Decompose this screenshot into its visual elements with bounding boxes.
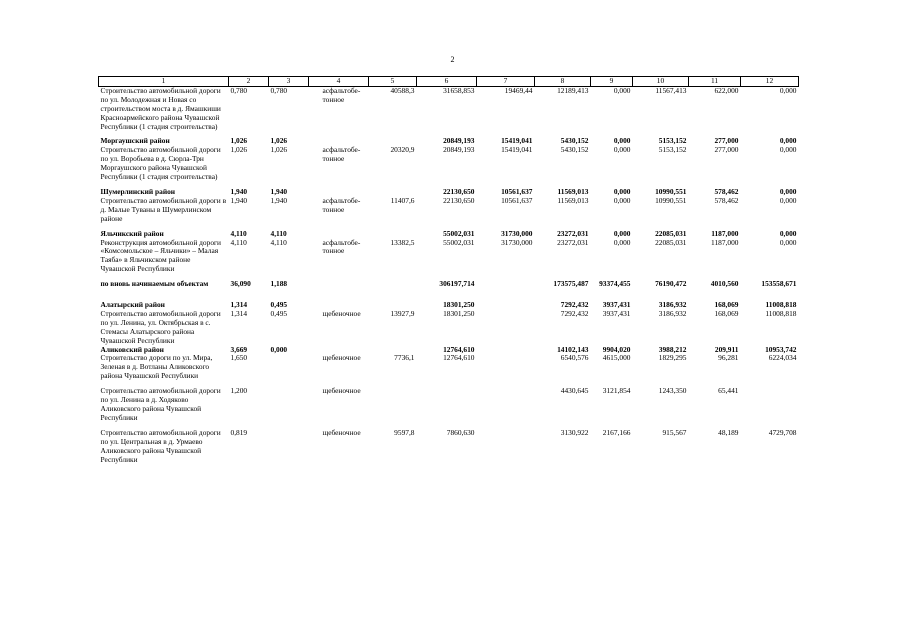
table-cell [269,354,309,381]
table-cell [741,387,799,423]
table-cell: 173575,487 [553,279,589,289]
table-cell: 31730,000 [501,237,533,247]
table-cell: 1,940 [270,186,288,196]
table-cell: 7292,432 [560,300,589,310]
column-header: 6 [417,77,477,87]
table-row [99,310,799,346]
row-label: Алатырский район [100,300,165,310]
table-cell: 578,462 [714,195,739,205]
table-cell: 20320,9 [390,145,415,155]
table-cell: 9597,8 [394,427,415,437]
table-cell: 11569,013 [557,186,589,196]
table-cell: 0,000 [613,136,631,146]
table-cell: 12764,610 [443,353,475,363]
row-label: Строительство автомобильной дороги по ул. Воробьева в д. Сюрла-Трн Моргаушского района Чувашской Республики (1 стадия строительства) [100,145,221,182]
table-cell: 4,110 [230,228,247,238]
table-cell: 0,780 [230,85,248,95]
table-cell: 622,000 [714,85,739,95]
table-cell: 65,441 [718,386,739,396]
table-cell: 10990,551 [655,186,687,196]
table-cell: 4430,645 [560,386,589,396]
table-cell [477,429,535,465]
table-cell: 0,000 [779,145,797,155]
table-cell [309,280,369,289]
table-cell: 306197,714 [439,279,475,289]
table-cell: 0,000 [613,145,631,155]
table-cell: 915,567 [662,427,687,437]
table-cell: 14102,143 [557,344,589,354]
column-header: 10 [633,77,689,87]
table-cell: 1187,000 [711,228,739,238]
table-cell: 1243,350 [658,386,687,396]
table-cell: 12189,413 [557,85,589,95]
table-cell: 13927,9 [390,308,415,318]
column-header: 4 [309,77,369,87]
table-cell: 22085,031 [655,237,687,247]
table-row [99,86,799,131]
table-cell: щебеночное [322,308,361,318]
table-cell: 209,911 [714,344,739,354]
table-cell: 9904,020 [602,344,631,354]
table-cell: 0,000 [779,136,797,146]
table-cell: 4,110 [270,228,287,238]
table-cell: 4010,560 [710,279,739,289]
table-cell: 15419,041 [501,136,533,146]
table-cell: 5153,152 [658,145,687,155]
table-cell: 20849,193 [443,145,475,155]
row-label: Строительство автомобильной дороги по ул. Центральная в д. Урмаево Аликовского района Чувашской Республики [100,427,221,464]
table-cell: асфальтобе-тонное [322,195,361,214]
header-row [99,77,799,87]
table-cell: 4729,708 [768,427,797,437]
table-cell [477,280,535,289]
table-cell [417,387,477,423]
table-cell: 48,189 [718,427,739,437]
column-header: 1 [99,77,229,87]
table-cell: 1,188 [270,279,288,289]
table-body [99,86,799,464]
table-cell: 0,000 [270,344,288,354]
table-cell: 6540,576 [560,353,589,363]
table-cell: 11407,6 [390,195,415,205]
table-cell [477,301,535,310]
table-cell: 1,314 [230,300,248,310]
table-cell: 0,780 [270,85,288,95]
row-label: Строительство автомобильной дороги в д. Малые Туваны в Шумерлинском районе [100,195,227,223]
table-cell: щебеночное [322,386,361,396]
table-cell: 11569,013 [557,195,589,205]
column-header: 12 [741,77,799,87]
table-cell: 96,281 [718,353,739,363]
table-cell: 4,110 [270,237,287,247]
table-cell: щебеночное [322,427,361,437]
table-row [99,239,799,275]
table-cell: 2167,166 [602,427,631,437]
table-cell: 22085,031 [655,228,687,238]
table-cell: 0,000 [613,186,631,196]
table-cell: 76190,472 [655,279,687,289]
table-cell: 10561,637 [501,195,533,205]
table-cell: 1,314 [230,308,248,318]
table-cell: 0,000 [779,237,797,247]
table-cell: 4615,000 [602,353,631,363]
row-label: Строительство дороги по ул. Мира, Зеленая в д. Вотланы Аликовского района Чувашской Республики [100,353,213,381]
table-row [99,354,799,381]
table-cell: 23272,031 [557,228,589,238]
row-label: Строительство автомобильной дороги по ул. Молодежная и Новая со строительством моста в д. Ямашкиши Красноармейского района Чувашской Республики (1 стадия строительства) [100,85,221,131]
table-cell: 22130,650 [443,195,475,205]
table-cell: 3,669 [230,344,248,354]
table-cell: 0,000 [779,85,797,95]
table-cell: 1,200 [230,386,248,396]
table-cell: 168,069 [714,300,739,310]
table-cell: 6224,034 [768,353,797,363]
table-cell: 1,940 [230,186,248,196]
row-label: Яльчикский район [100,228,164,238]
table-cell: 0,000 [613,195,631,205]
table-cell: асфальтобе-тонное [322,85,361,104]
table-cell [269,429,309,465]
table-cell: 18301,250 [443,308,475,318]
table-cell [477,346,535,355]
column-header: 11 [689,77,741,87]
table-cell: 0,000 [613,237,631,247]
table-cell: 15419,041 [501,145,533,155]
table-cell: 7292,432 [560,308,589,318]
table-cell: асфальтобе-тонное [322,145,361,164]
table-cell: 1,026 [230,145,248,155]
table-cell: 36,090 [230,279,251,289]
table-cell: 3937,431 [602,308,631,318]
table-cell: 1,026 [270,136,288,146]
table-cell: 1,026 [230,136,248,146]
table-cell: 7860,630 [446,427,475,437]
table-cell: 1,026 [270,145,288,155]
table-cell: 31658,853 [443,85,475,95]
table-cell: 5430,152 [560,136,589,146]
data-table [98,76,799,464]
table-cell: 10953,742 [765,344,797,354]
table-cell: 1,940 [230,195,248,205]
table-cell: 153558,671 [761,279,797,289]
table-cell: щебеночное [322,353,361,363]
table-cell: 18301,250 [443,300,475,310]
table-cell: асфальтобе-тонное [322,237,361,256]
table-cell: 578,462 [714,186,739,196]
table-cell: 1187,000 [711,237,739,247]
table-row [99,387,799,423]
table-cell: 0,495 [270,300,288,310]
table-cell: 10990,551 [655,195,687,205]
table-cell: 0,000 [779,186,797,196]
row-label: Строительство автомобильной дороги по ул. Ленина в д. Ходяково Аликовского района Чувашской Республики [100,386,221,422]
table-cell: 10561,637 [501,186,533,196]
row-label: Строительство автомобильной дороги по ул. Ленина, ул. Октябрьская в с. Стемасы Алатырского района Чувашской Республики [100,308,221,345]
table-cell: 0,000 [779,195,797,205]
table-cell: 0,495 [270,308,288,318]
column-header: 5 [369,77,417,87]
table-cell: 23272,031 [557,237,589,247]
table-row [99,197,799,224]
row-label: Аликовский район [100,344,164,354]
table-cell: 0,000 [613,228,631,238]
table-cell: 0,819 [230,427,248,437]
table-cell: 12764,610 [443,344,475,354]
table-cell: 168,069 [714,308,739,318]
table-cell: 5430,152 [560,145,589,155]
row-label: по вновь начинаемым объектам [100,279,209,289]
table-cell: 55002,031 [443,228,475,238]
table-cell [369,387,417,423]
table-cell: 3186,932 [658,308,687,318]
table-cell: 7736,1 [394,353,415,363]
table-cell: 277,000 [714,136,739,146]
row-label: Шумерлинский район [100,186,176,196]
table-cell: 1,650 [230,353,248,363]
table-cell: 11008,818 [765,308,797,318]
table-cell: 11008,818 [765,300,797,310]
row-label: Реконструкция автомобильной дороги «Комсомольское – Яльчики» – Малая Таяба» в Яльчикском районе Чувашской Республики [100,237,222,274]
table-cell: 3130,922 [560,427,589,437]
table-cell: 13382,5 [390,237,415,247]
table-cell: 0,000 [779,228,797,238]
table-cell: 1829,295 [658,353,687,363]
section-row [99,280,799,289]
page-number: 2 [450,55,455,64]
table-cell: 4,110 [230,237,247,247]
row-label: Моргаушский район [100,136,170,146]
table-cell [477,387,535,423]
table-cell [269,387,309,423]
table-cell: 277,000 [714,145,739,155]
column-header: 9 [591,77,633,87]
table-cell: 19469,44 [504,85,533,95]
table-cell: 5153,152 [658,136,687,146]
table-cell [477,354,535,381]
column-header: 3 [269,77,309,87]
table-cell: 11567,413 [655,85,687,95]
table-cell: 40588,3 [390,85,415,95]
column-header: 7 [477,77,535,87]
column-header: 2 [229,77,269,87]
table-cell: 1,940 [270,195,288,205]
table-cell: 0,000 [613,85,631,95]
column-header: 8 [535,77,591,87]
table-cell: 20849,193 [443,136,475,146]
table-cell: 93374,455 [599,279,631,289]
table-row [99,146,799,182]
table-cell [369,280,417,289]
table-cell [477,310,535,346]
table-cell: 3937,431 [602,300,631,310]
table-cell: 3121,854 [602,386,631,396]
table-cell: 22130,650 [443,186,475,196]
table-cell: 3988,212 [658,344,687,354]
table-cell: 3186,932 [658,300,687,310]
table-cell: 55002,031 [443,237,475,247]
table-row [99,429,799,465]
table-cell: 31730,000 [501,228,533,238]
